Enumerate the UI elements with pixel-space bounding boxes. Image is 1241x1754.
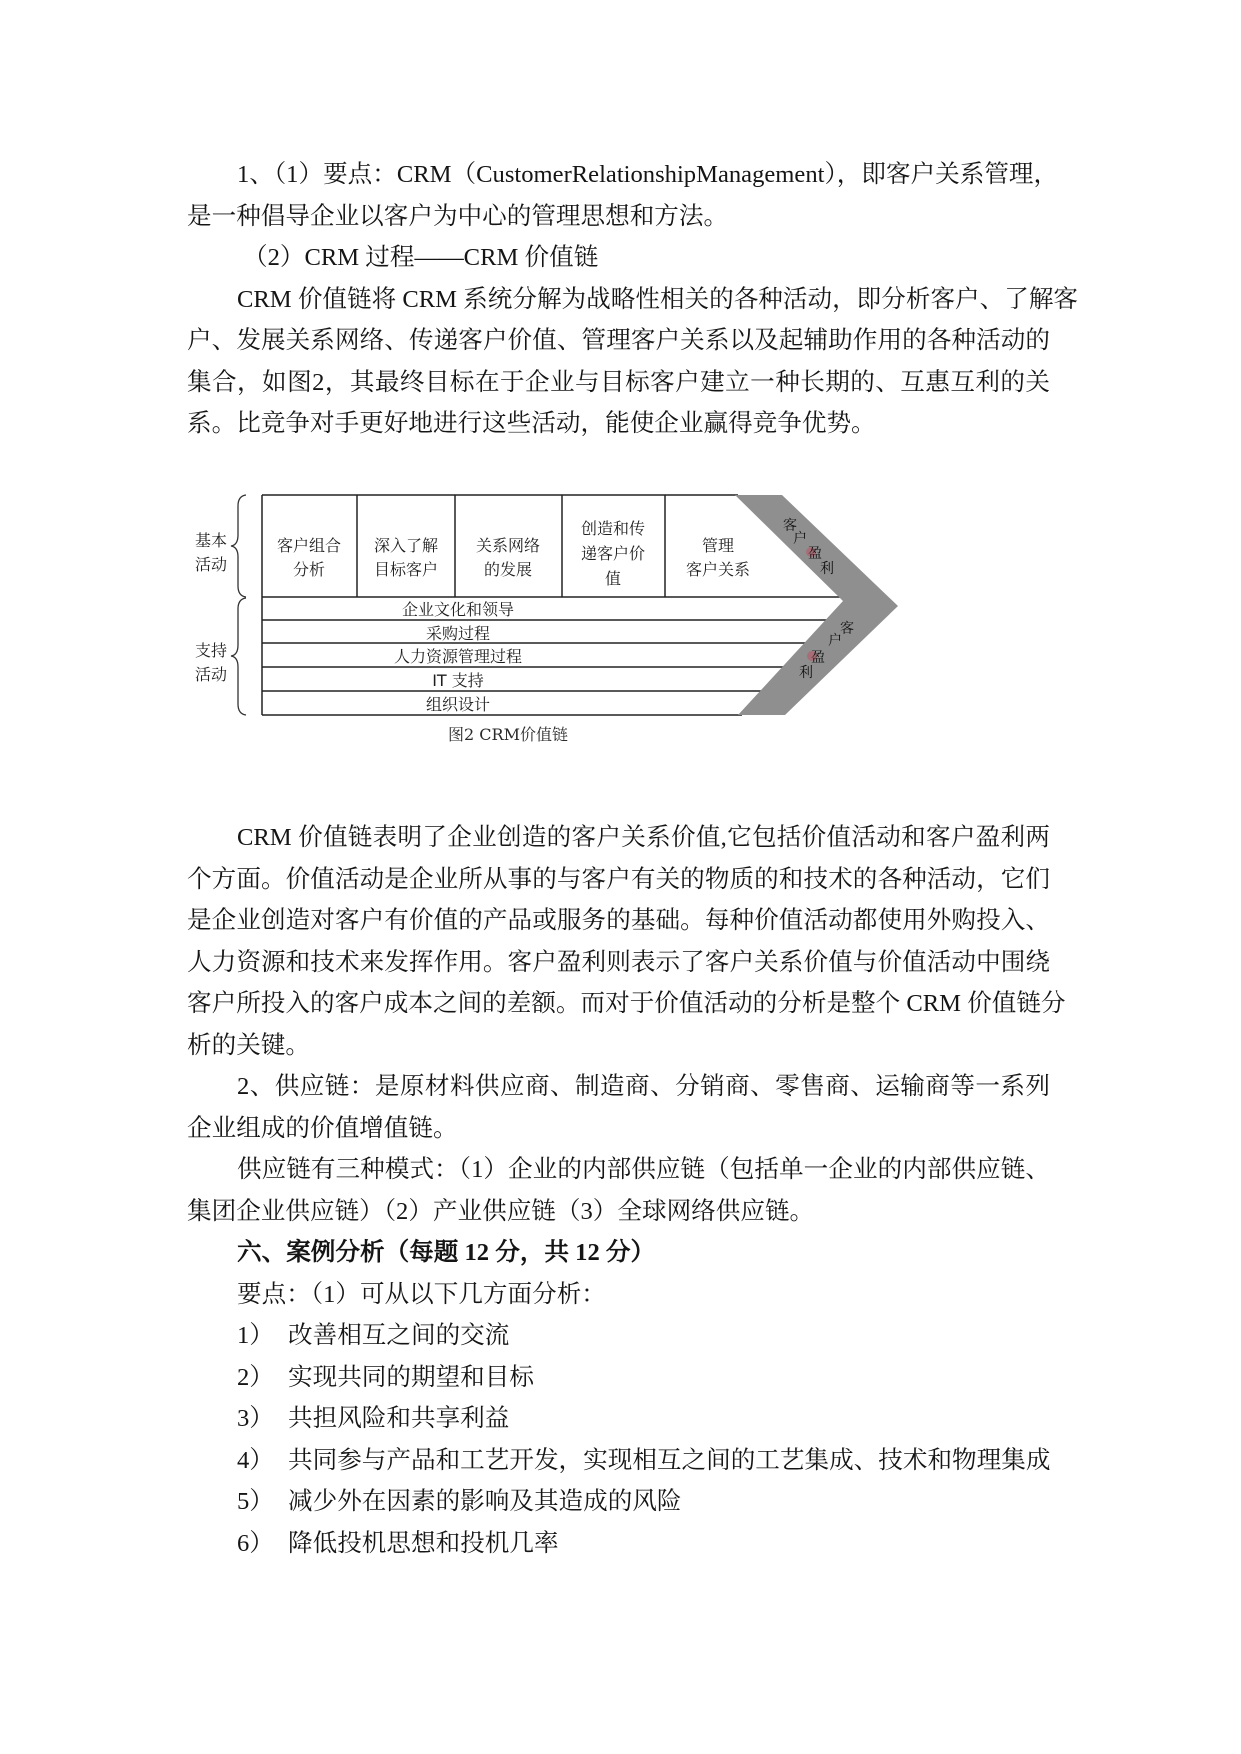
primary-activity-label: 关系网络 bbox=[475, 536, 541, 555]
point-2-title: （2）CRM 过程——CRM 价值链 bbox=[243, 244, 599, 271]
list-item-number: 1） bbox=[237, 1322, 274, 1349]
paragraph-line: 是企业创造对客户有价值的产品或服务的基础。每种价值活动都使用外购投入、 bbox=[187, 907, 1050, 934]
primary-activity-label: 递客户价 bbox=[580, 544, 646, 563]
list-item-number: 2） bbox=[237, 1363, 274, 1391]
list-item-text: 共同参与产品和工艺开发，实现相互之间的工艺集成、技术和物理集成 bbox=[288, 1446, 1051, 1474]
primary-activity-label: 值 bbox=[604, 569, 622, 588]
primary-activity-label: 的发展 bbox=[483, 560, 533, 579]
margin-label-char: 利 bbox=[799, 665, 813, 681]
list-item bbox=[237, 1481, 1050, 1523]
list-item-text: 降低投机思想和投机几率 bbox=[288, 1529, 559, 1557]
supply-chain-definition-line: 2、供应链：是原材料供应商、制造商、分销商、零售商、运输商等一系列 bbox=[237, 1073, 1050, 1100]
support-activity-label: 采购过程 bbox=[425, 624, 491, 643]
margin-label-char: 盈 bbox=[808, 546, 822, 562]
primary-activity-label: 客户组合 bbox=[276, 536, 342, 555]
case-analysis-heading: 六、案例分析（每题 12 分，共 12 分） bbox=[237, 1239, 656, 1266]
section-2 bbox=[187, 817, 1066, 1564]
paragraph-line: CRM 价值链将 CRM 系统分解为战略性相关的各种活动，即分析客户、了解客 bbox=[237, 285, 1079, 313]
list-item bbox=[237, 1523, 1050, 1565]
list-item-text: 改善相互之间的交流 bbox=[288, 1322, 510, 1349]
supply-chain-modes-line: 供应链有三种模式：（1）企业的内部供应链（包括单一企业的内部供应链、 bbox=[237, 1156, 1050, 1183]
list-item-text: 实现共同的期望和目标 bbox=[288, 1363, 534, 1391]
list-item-number: 3） bbox=[237, 1405, 274, 1432]
list-item-number: 5） bbox=[237, 1488, 274, 1515]
paragraph-line: 集合，如图2，其最终目标在于企业与目标客户建立一种长期的、互惠互利的关 bbox=[187, 368, 1050, 396]
primary-activity-label: 管理 bbox=[701, 536, 735, 555]
margin-label-char: 客 bbox=[840, 621, 854, 637]
paragraph-line: CRM 价值链表明了企业创造的客户关系价值,它包括价值活动和客户盈利两 bbox=[237, 824, 1050, 851]
point-1-line: 是一种倡导企业以客户为中心的管理思想和方法。 bbox=[187, 202, 729, 230]
list-item-number: 4） bbox=[237, 1446, 274, 1474]
margin-label-char: 户 bbox=[828, 633, 842, 649]
support-activity-label: 人力资源管理过程 bbox=[393, 647, 523, 666]
primary-activity-label: 目标客户 bbox=[373, 560, 439, 579]
case-analysis-intro: 要点：（1）可从以下几方面分析： bbox=[237, 1280, 606, 1308]
list-item bbox=[237, 1357, 1050, 1399]
primary-activity-label: 分析 bbox=[292, 560, 326, 579]
support-activity-label: 企业文化和领导 bbox=[401, 600, 515, 619]
primary-activity-label: 客户关系 bbox=[685, 560, 751, 579]
paragraph-line: 人力资源和技术来发挥作用。客户盈利则表示了客户关系价值与价值活动中围绕 bbox=[187, 948, 1050, 976]
figure-caption: 图2 CRM价值链 bbox=[448, 725, 568, 744]
primary-activity-label: 创造和传 bbox=[580, 519, 646, 538]
group-label-support: 支持 bbox=[194, 641, 228, 660]
group-label-primary: 活动 bbox=[194, 555, 228, 574]
paragraph-line: 客户所投入的客户成本之间的差额。而对于价值活动的分析是整个 CRM 价值链分 bbox=[187, 990, 1066, 1017]
margin-label-char: 户 bbox=[793, 531, 807, 547]
list-item-text: 减少外在因素的影响及其造成的风险 bbox=[288, 1488, 682, 1515]
margin-label-char: 利 bbox=[820, 561, 834, 577]
paragraph-line: 析的关键。 bbox=[187, 1031, 310, 1059]
paragraph-line: 系。比竞争对手更好地进行这些活动，能使企业赢得竞争优势。 bbox=[187, 410, 876, 437]
crm-value-chain-diagram bbox=[180, 480, 910, 750]
margin-label-char: 盈 bbox=[811, 650, 825, 666]
brace-support-icon bbox=[231, 598, 246, 715]
support-activity-label: 组织设计 bbox=[425, 695, 491, 714]
list-item bbox=[237, 1440, 1050, 1482]
supply-chain-modes-line: 集团企业供应链）（2）产业供应链（3）全球网络供应链。 bbox=[187, 1197, 815, 1225]
margin-label-char: 客 bbox=[783, 518, 797, 534]
primary-activity-label: 深入了解 bbox=[373, 536, 439, 555]
list-item bbox=[237, 1398, 1050, 1440]
support-activity-label: IT 支持 bbox=[432, 671, 484, 690]
point-1-line: 1、（1）要点：CRM（CustomerRelationshipManagement），即客户关系管理， bbox=[237, 161, 1059, 188]
brace-primary-icon bbox=[231, 495, 246, 597]
supply-chain-definition-line: 企业组成的价值增值链。 bbox=[187, 1114, 458, 1142]
list-item-text: 共担风险和共享利益 bbox=[288, 1405, 510, 1432]
group-label-primary: 基本 bbox=[194, 531, 228, 550]
section-1 bbox=[187, 154, 1079, 445]
list-item-number: 6） bbox=[237, 1529, 274, 1557]
group-label-support: 活动 bbox=[194, 665, 228, 684]
paragraph-line: 个方面。价值活动是企业所从事的与客户有关的物质的和技术的各种活动，它们 bbox=[187, 865, 1050, 893]
paragraph-line: 户、发展关系网络、传递客户价值、管理客户关系以及起辅助作用的各种活动的 bbox=[187, 327, 1050, 354]
list-item bbox=[237, 1315, 1050, 1357]
activity-area bbox=[262, 495, 843, 715]
